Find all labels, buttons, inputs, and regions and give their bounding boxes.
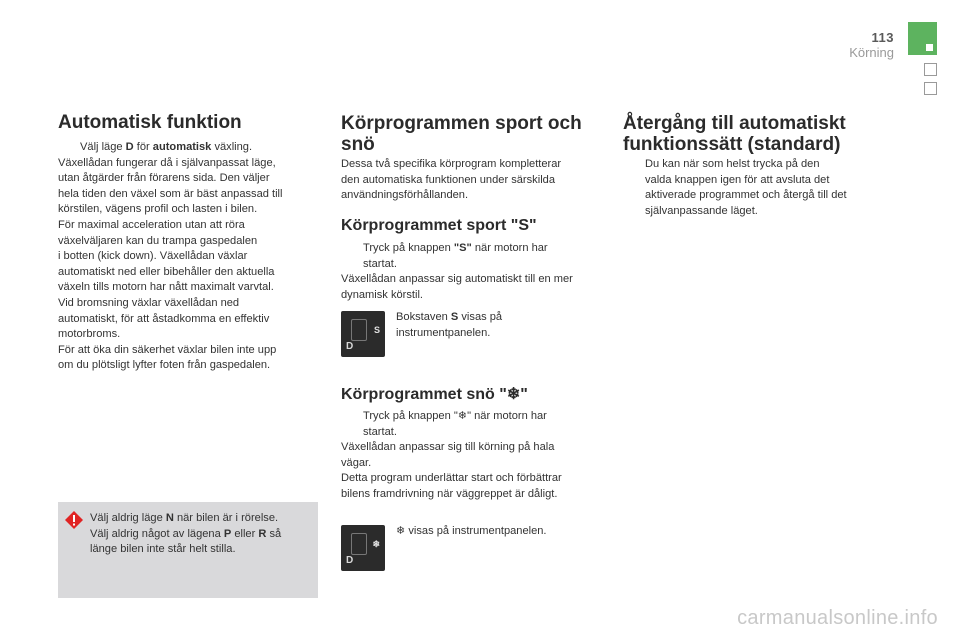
instrument-panel-sport-icon: D S <box>341 311 385 357</box>
paragraph-line: utan åtgärder från förarens sida. Den väljer <box>58 172 270 185</box>
sport-body: Tryck på knappen "S" när motorn har startat. Växellådan anpassar sig automatiskt till en mer dynamisk körstil. <box>341 241 603 303</box>
bullet-icon <box>623 157 645 173</box>
paragraph-line: Växellådan fungerar då i självanpassat läge, <box>58 156 276 169</box>
paragraph-line: körstilen, vägens profil och lasten i bilen. <box>58 203 258 216</box>
bullet-icon <box>341 241 363 257</box>
paragraph-line: växelväljaren kan du trampa gaspedalen <box>58 234 258 247</box>
paragraph-line: Vid bromsning växlar växellådan ned <box>58 296 240 309</box>
subsection-title-snow: Körprogrammet snö "❄" <box>341 386 528 403</box>
bullet-text: Välj läge D för automatisk växling. <box>80 141 253 153</box>
bullet-icon <box>341 409 363 425</box>
paragraph-line: i botten (kick down). Växellådan växlar <box>58 250 248 263</box>
subsection-title-sport: Körprogrammet sport "S" <box>341 217 537 234</box>
snow-body: Tryck på knappen "❄" när motorn har startat. Växellådan anpassar sig till körning på hala vägar. Detta program underlättar start och förbättrar bilens framdrivning när väggreppet är dåligt. <box>341 409 603 503</box>
bullet-item: Du kan när som helst trycka på den <box>623 157 893 173</box>
paragraph-line: För att öka din säkerhet växlar bilen inte upp <box>58 343 277 356</box>
paragraph-line: automatiskt ned eller bibehåller den aktuella <box>58 265 275 278</box>
col1-body <box>58 140 316 374</box>
warning-icon <box>64 510 84 530</box>
page-number: 113 <box>871 30 894 45</box>
bullet-icon <box>58 140 80 156</box>
programs-intro: Dessa två specifika körprogram kompletterar den automatiska funktionen under särskilda användningsförhållanden. <box>341 158 562 202</box>
return-body: Du kan när som helst trycka på den valda knappen igen för att avsluta det aktiverade programmet och återgå till det självanpassande läget. <box>623 157 893 219</box>
chapter-tab-box <box>924 63 937 76</box>
chapter-tab-box <box>924 82 937 95</box>
bullet-item: Tryck på knappen "❄" när motorn har <box>341 409 603 425</box>
bullet-item <box>58 140 316 156</box>
chapter-tab-active <box>908 22 937 55</box>
sport-display-text: Bokstaven S visas på instrumentpanelen. <box>396 311 503 339</box>
section-title-programs: Körprogrammen sport och snö <box>341 113 582 155</box>
bullet-item: Tryck på knappen "S" när motorn har <box>341 241 603 257</box>
watermark: carmanualsonline.info <box>737 607 938 629</box>
warning-text: Välj aldrig läge N när bilen är i rörelse. Välj aldrig något av lägena P eller R så länge bilen inte står helt stilla. <box>90 512 282 556</box>
snow-display-text: ❄ visas på instrumentpanelen. <box>396 525 547 537</box>
paragraph-line: hela tiden den växel som är bäst anpassad till <box>58 187 283 200</box>
paragraph-line: automatiskt, för att åstadkomma en effektiv <box>58 312 270 325</box>
paragraph-line: om du plötsligt lyfter foten från gaspedalen. <box>58 359 271 372</box>
section-name: Körning <box>849 45 894 60</box>
paragraph-line: växeln tills motorn har nått maximalt varvtal. <box>58 281 274 294</box>
section-title-automatic: Automatisk funktion <box>58 112 242 133</box>
instrument-panel-snow-icon: D ❄ <box>341 525 385 571</box>
section-title-return-automatic: Återgång till automatiskt funktionssätt (standard) <box>623 113 846 155</box>
paragraph-line: För maximal acceleration utan att röra <box>58 218 245 231</box>
paragraph-line: motorbroms. <box>58 328 121 341</box>
